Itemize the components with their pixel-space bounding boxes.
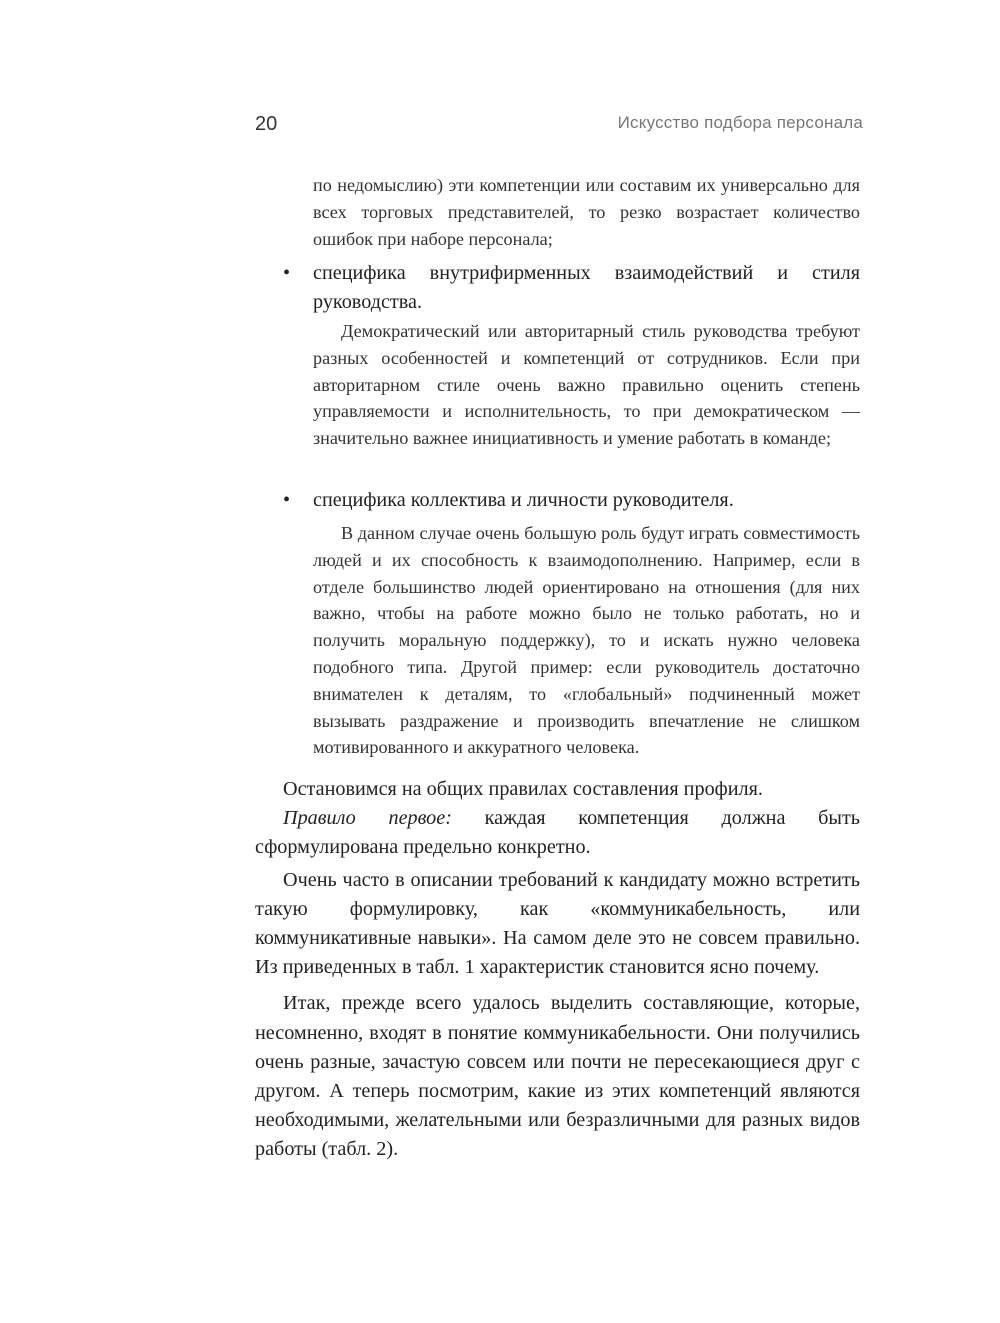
bullet-item bbox=[283, 486, 860, 515]
page-header bbox=[255, 113, 863, 143]
bullet-item bbox=[283, 259, 860, 317]
paragraph: Очень часто в описании требований к кандидату можно встретить такую формулировку, как «коммуникабельность, или коммуникативные навыки». На самом деле это не совсем правильно. Из приведенных в табл. 1 характеристик становится ясно почему. bbox=[255, 868, 860, 979]
bullet-text: специфика внутрифирменных взаимодействий и стиля руководства. bbox=[313, 262, 860, 313]
bullet-detail: Демократический или авторитарный стиль руководства требуют разных особенностей и компетенций от сотрудников. Если при авторитарном стиле очень важно правильно оценить степень управляемости и исполнительность, то при демократическом — значительно важнее инициативность и умение работать в команде; bbox=[313, 321, 860, 449]
page-number: 20 bbox=[255, 113, 278, 135]
rule-label: Правило первое: bbox=[283, 807, 452, 830]
running-title: Искусство подбора персонала bbox=[617, 113, 863, 132]
paragraph-rule-one bbox=[255, 804, 860, 862]
bullet-marker: • bbox=[283, 489, 291, 511]
bullet-detail: В данном случае очень большую роль будут играть совместимость людей и их способность к взаимодополнению. Например, если в отделе большинство людей ориентировано на отношения (для них важно, чтобы на работе можно было не только работать, но и получить моральную поддержку), то и искать нужно человека подобного типа. Другой пример: если руководитель достаточно внимателен к деталям, то «глобальный» подчиненный может вызывать раздражение и производить впечатление не слишком мотивированного и аккуратного человека. bbox=[313, 523, 860, 758]
paragraph: Остановимся на общих правилах составления профиля. bbox=[283, 778, 763, 800]
paragraph: Итак, прежде всего удалось выделить составляющие, которые, несомненно, входят в понятие коммуникабельности. Они получились очень разные, зачастую совсем или почти не пересекающиеся друг с другом. А теперь посмотрим, какие из этих компетенций являются необходимыми, желательными или безразличными для разных видов работы (табл. 2). bbox=[255, 992, 860, 1161]
continuation-paragraph: по недомыслию) эти компетенции или составим их универсально для всех торговых представителей, то резко возрастает количество ошибок при наборе персонала; bbox=[313, 175, 860, 249]
main-text bbox=[255, 775, 860, 1165]
bullet-marker: • bbox=[283, 262, 291, 284]
rule-text: каждая компетенция должна быть сформулирована предельно конкретно. bbox=[255, 807, 861, 859]
bullet-text: специфика коллектива и личности руководителя. bbox=[313, 489, 734, 511]
